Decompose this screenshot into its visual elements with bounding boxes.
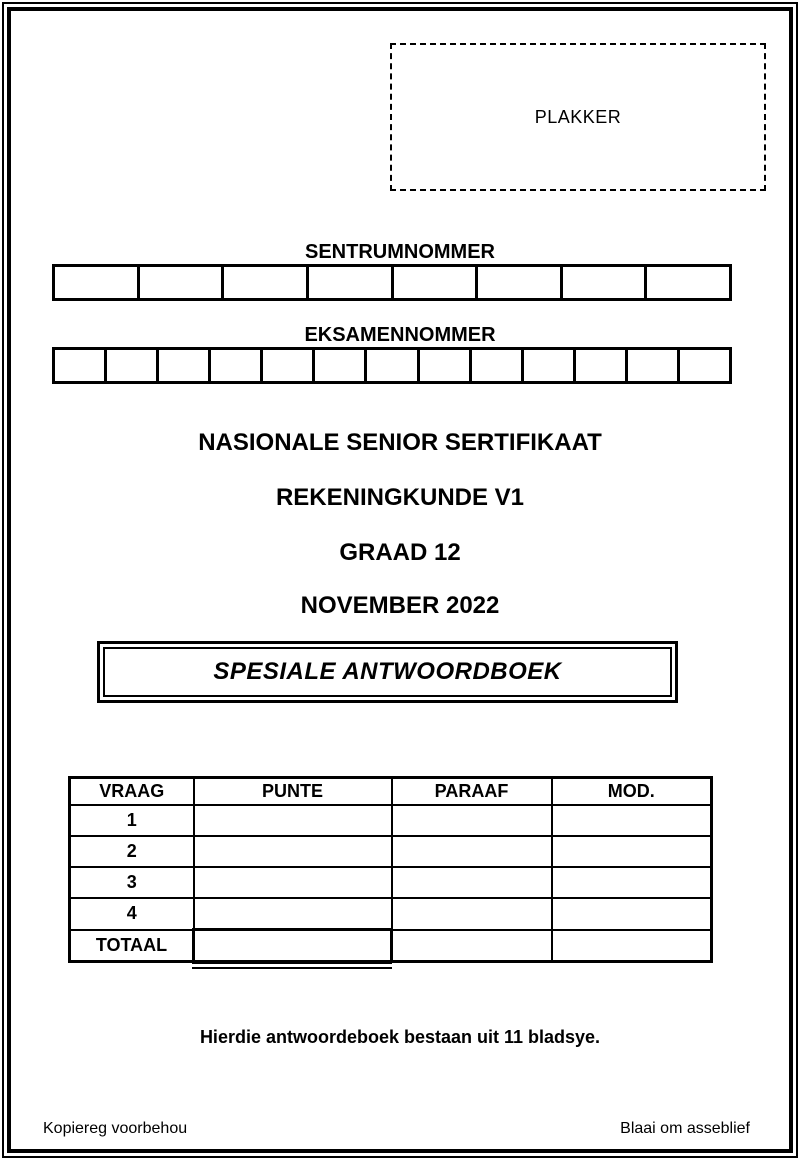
- score-cell: [552, 898, 712, 930]
- score-cell: [194, 867, 392, 898]
- number-box: [367, 350, 419, 381]
- number-box: [159, 350, 211, 381]
- number-box: [394, 267, 479, 298]
- number-box: [55, 350, 107, 381]
- sticker-box: [390, 43, 766, 191]
- number-box: [224, 267, 309, 298]
- marks-table-body: [70, 805, 712, 962]
- number-box: [524, 350, 576, 381]
- score-cell: [194, 805, 392, 836]
- title-grade: GRAAD 12: [339, 539, 461, 566]
- score-cell: [194, 898, 392, 930]
- pages-note: Hierdie antwoordeboek bestaan uit 11 bladsye.: [199, 1027, 601, 1047]
- number-box: [309, 267, 394, 298]
- centre-number-label: SENTRUMNOMMER: [305, 241, 495, 263]
- number-box: [55, 267, 140, 298]
- copyright-note: Kopiereg voorbehou: [43, 1120, 188, 1137]
- score-cell: [392, 836, 552, 867]
- score-cell: [552, 867, 712, 898]
- number-box: [107, 350, 159, 381]
- sticker-label: PLAKKER: [534, 106, 622, 127]
- row-label-cell: 3: [70, 867, 194, 898]
- number-box: [563, 267, 648, 298]
- number-box: [647, 267, 729, 298]
- table-row: [70, 898, 712, 930]
- exam-number-grid: [52, 347, 732, 384]
- score-cell: [552, 930, 712, 962]
- table-row: [70, 867, 712, 898]
- number-box: [420, 350, 472, 381]
- header-cell: PARAAF: [392, 778, 552, 806]
- score-cell: [392, 898, 552, 930]
- marks-table-header: [70, 778, 712, 806]
- exam-number-label: EKSAMENNOMMER: [304, 324, 496, 346]
- table-row: [70, 805, 712, 836]
- answer-book-banner-label: SPESIALE ANTWOORDBOEK: [103, 647, 672, 697]
- marks-table: [68, 776, 713, 963]
- number-box: [628, 350, 680, 381]
- score-cell: [552, 805, 712, 836]
- row-label-cell: TOTAAL: [70, 930, 194, 962]
- marks-table-header-row: [70, 778, 712, 806]
- number-box: [680, 350, 729, 381]
- header-cell: PUNTE: [194, 778, 392, 806]
- turn-over-note: Blaai om asseblief: [620, 1120, 750, 1137]
- centre-number-grid: [52, 264, 732, 301]
- number-box: [211, 350, 263, 381]
- row-label-cell: 2: [70, 836, 194, 867]
- title-subject: REKENINGKUNDE V1: [275, 484, 525, 511]
- number-box: [140, 267, 225, 298]
- number-box: [263, 350, 315, 381]
- header-cell: MOD.: [552, 778, 712, 806]
- score-cell: [392, 805, 552, 836]
- total-double-underline: [192, 960, 392, 969]
- number-box: [472, 350, 524, 381]
- table-row: [70, 930, 712, 962]
- header-cell: VRAAG: [70, 778, 194, 806]
- score-cell: [392, 867, 552, 898]
- number-box: [315, 350, 367, 381]
- title-session: NOVEMBER 2022: [300, 592, 500, 619]
- row-label-cell: 4: [70, 898, 194, 930]
- score-cell: [194, 836, 392, 867]
- answer-book-banner: [97, 641, 678, 703]
- score-cell: [392, 930, 552, 962]
- score-cell: [552, 836, 712, 867]
- number-box: [576, 350, 628, 381]
- number-box: [478, 267, 563, 298]
- score-cell: [194, 930, 392, 962]
- row-label-cell: 1: [70, 805, 194, 836]
- table-row: [70, 836, 712, 867]
- title-certificate: NASIONALE SENIOR SERTIFIKAAT: [198, 429, 602, 456]
